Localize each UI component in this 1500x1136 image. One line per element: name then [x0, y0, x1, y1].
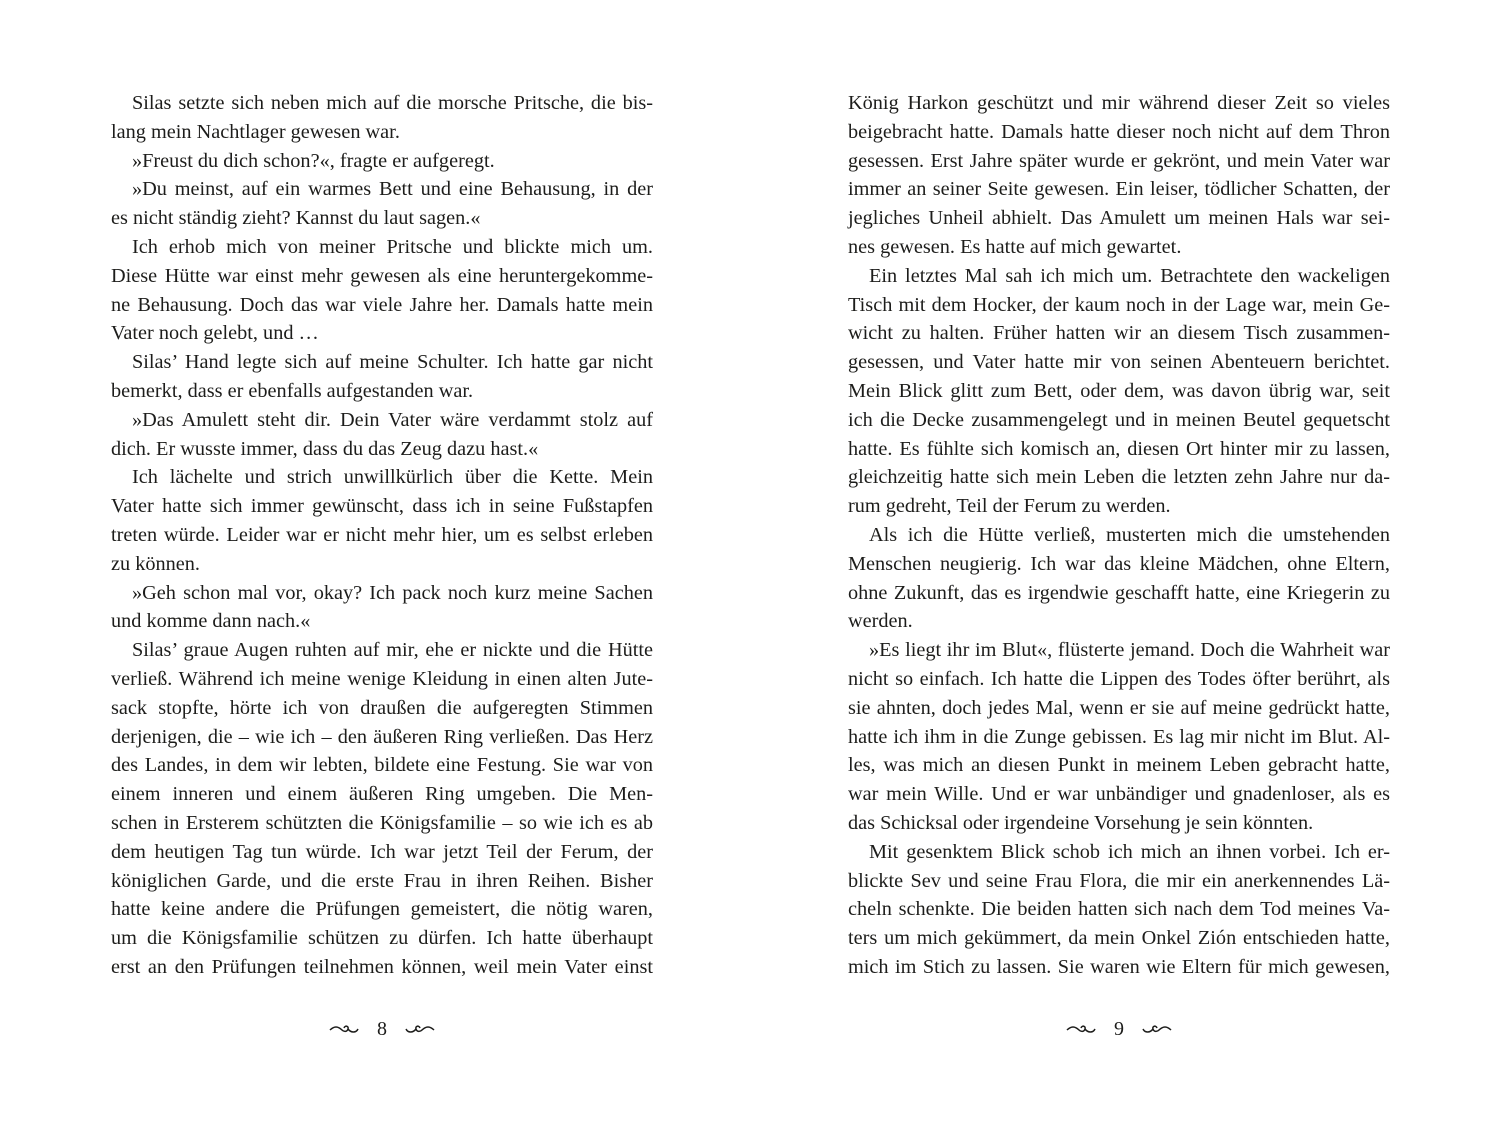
text-line-content: gesessen. Erst Jahre später wurde er gekrönt, und mein Vater war	[848, 149, 1390, 172]
text-line	[848, 262, 1390, 291]
text-line	[111, 118, 653, 147]
text-line	[848, 809, 1390, 838]
text-line-content: »Freust du dich schon?«, fragte er aufgeregt.	[132, 149, 495, 172]
text-line	[111, 291, 653, 320]
text-line-content: des Landes, in dem wir lebten, bildete eine Festung. Sie war von	[111, 754, 653, 777]
text-line-content: Tisch mit dem Hocker, der kaum noch in der Lage war, mein Ge-	[848, 293, 1390, 316]
text-line	[848, 463, 1390, 492]
text-line	[111, 175, 653, 204]
text-line-content: hatte keine andere die Prüfungen gemeistert, die nötig waren,	[111, 898, 653, 921]
text-line	[111, 665, 653, 694]
text-line-content: sack stopfte, hörte ich von draußen die aufgeregten Stimmen	[111, 696, 653, 719]
page-number: 8	[377, 1017, 387, 1040]
text-line-content: ohne Zukunft, das es irgendwie geschafft hatte, eine Kriegerin zu	[848, 581, 1390, 604]
text-line-content: Silas’ Hand legte sich auf meine Schulter. Ich hatte gar nicht	[132, 351, 653, 374]
text-line	[848, 838, 1390, 867]
text-line	[111, 867, 653, 896]
text-line-content: um die Königsfamilie schützen zu dürfen. Ich hatte überhaupt	[111, 927, 653, 950]
text-line-content: lang mein Nachtlager gewesen war.	[111, 120, 400, 143]
text-line	[848, 780, 1390, 809]
text-line-content: gleichzeitig hatte sich mein Leben die letzten zehn Jahre nur da-	[848, 466, 1390, 489]
text-line	[848, 579, 1390, 608]
text-line-content: nes gewesen. Es hatte auf mich gewartet.	[848, 235, 1182, 258]
text-line-content: treten würde. Leider war er nicht mehr hier, um es selbst erleben	[111, 523, 653, 546]
text-line	[848, 118, 1390, 147]
text-line	[848, 319, 1390, 348]
text-line	[848, 924, 1390, 953]
text-line-content: Ich erhob mich von meiner Pritsche und blickte mich um.	[132, 235, 653, 258]
text-line	[111, 233, 653, 262]
text-line-content: Menschen neugierig. Ich war das kleine Mädchen, ohne Eltern,	[848, 552, 1390, 575]
text-line-content: dem heutigen Tag tun würde. Ich war jetzt Teil der Ferum, der	[111, 840, 653, 863]
text-line-content: beigebracht hatte. Damals hatte dieser noch nicht auf dem Thron	[848, 120, 1390, 143]
text-line-content: verließ. Während ich meine wenige Kleidung in einen alten Jute-	[111, 667, 653, 690]
text-line-content: zu können.	[111, 552, 200, 575]
text-line	[111, 751, 653, 780]
text-line-content: dich. Er wusste immer, dass du das Zeug dazu hast.«	[111, 437, 539, 460]
text-line-content: Vater hatte sich immer gewünscht, dass ich in seine Fußstapfen	[111, 495, 653, 518]
text-line-content: immer an seiner Seite gewesen. Ein leiser, tödlicher Schatten, der	[848, 178, 1390, 201]
text-line-content: »Du meinst, auf ein warmes Bett und eine Behausung, in der	[132, 178, 653, 201]
page-number: 9	[1114, 1017, 1124, 1040]
text-line-content: »Das Amulett steht dir. Dein Vater wäre verdammt stolz auf	[132, 408, 653, 431]
text-line	[848, 291, 1390, 320]
right-page-text	[848, 89, 1390, 982]
text-line	[111, 924, 653, 953]
text-line-content: »Es liegt ihr im Blut«, flüsterte jemand. Doch die Wahrheit war	[869, 639, 1390, 662]
text-line-content: hatte. Es fühlte sich komisch an, diesen Ort hinter mir zu lassen,	[848, 437, 1390, 460]
text-line	[848, 233, 1390, 262]
text-line	[111, 723, 653, 752]
text-line	[848, 435, 1390, 464]
text-line	[848, 377, 1390, 406]
text-line-content: wicht zu halten. Früher hatten wir an diesem Tisch zusammen-	[848, 322, 1390, 345]
text-line-content: blickte Sev und seine Frau Flora, die mir ein anerkennendes Lä-	[848, 869, 1390, 892]
text-line	[848, 492, 1390, 521]
text-line	[111, 204, 653, 233]
text-line	[111, 348, 653, 377]
text-line-content: nicht so einfach. Ich hatte die Lippen des Todes öfter berührt, als	[848, 667, 1390, 690]
text-line-content: sie ahnten, doch jedes Mal, wenn er sie auf meine gedrückt hatte,	[848, 696, 1390, 719]
text-line-content: ich die Decke zusammengelegt und in meinen Beutel gequetscht	[848, 408, 1390, 431]
text-line	[111, 579, 653, 608]
text-line-content: derjenigen, die – wie ich – den äußeren Ring verließen. Das Herz	[111, 725, 653, 748]
text-line	[848, 751, 1390, 780]
text-line-content: mich im Stich zu lassen. Sie waren wie Eltern für mich gewesen,	[848, 955, 1390, 978]
text-line-content: ne Behausung. Doch das war viele Jahre her. Damals hatte mein	[111, 293, 653, 316]
text-line	[111, 377, 653, 406]
text-line	[111, 262, 653, 291]
text-line-content: gesessen, und Vater hatte mir von seinen Abenteuern berichtet.	[848, 351, 1390, 374]
text-line-content: bemerkt, dass er ebenfalls aufgestanden war.	[111, 379, 474, 402]
text-line	[111, 319, 653, 348]
text-line-content: Mit gesenktem Blick schob ich mich an ihnen vorbei. Ich er-	[869, 840, 1390, 863]
text-line-content: König Harkon geschützt und mir während dieser Zeit so vieles	[848, 92, 1390, 114]
text-line	[848, 406, 1390, 435]
text-line	[848, 723, 1390, 752]
text-line-content: ters um mich gekümmert, da mein Onkel Zión entschieden hatte,	[848, 927, 1390, 950]
text-line-content: es nicht ständig zieht? Kannst du laut sagen.«	[111, 207, 481, 230]
text-line	[848, 550, 1390, 579]
text-line	[111, 809, 653, 838]
text-line-content: hatte ich ihm in die Zunge gebissen. Es lag mir nicht im Blut. Al-	[848, 725, 1390, 748]
text-line	[111, 89, 653, 118]
text-line	[111, 636, 653, 665]
text-line	[848, 694, 1390, 723]
text-line-content: und komme dann nach.«	[111, 610, 311, 633]
text-line-content: Vater noch gelebt, und …	[111, 322, 319, 345]
text-line	[848, 607, 1390, 636]
text-line-content: einem inneren und einem äußeren Ring umgeben. Die Men-	[111, 783, 653, 806]
text-line-content: Silas’ graue Augen ruhten auf mir, ehe er nickte und die Hütte	[132, 639, 653, 662]
text-line-content: werden.	[848, 610, 913, 633]
text-line-content: Ein letztes Mal sah ich mich um. Betrachtete den wackeligen	[869, 264, 1390, 287]
left-flourish-ornament-icon	[1066, 1021, 1096, 1037]
text-line-content: schen in Ersterem schützten die Königsfamilie – so wie ich es ab	[111, 811, 653, 834]
text-line-content: cheln schenkte. Die beiden hatten sich nach dem Tod meines Va-	[848, 898, 1390, 921]
left-page-folio	[111, 1014, 653, 1044]
text-line	[848, 204, 1390, 233]
text-line	[111, 607, 653, 636]
text-line-content: »Geh schon mal vor, okay? Ich pack noch kurz meine Sachen	[132, 581, 653, 604]
text-line-content: erst an den Prüfungen teilnehmen können, weil mein Vater einst	[111, 955, 653, 978]
text-line	[848, 867, 1390, 896]
text-line-content: Silas setzte sich neben mich auf die morsche Pritsche, die bis-	[132, 92, 653, 114]
text-line	[848, 348, 1390, 377]
right-flourish-ornament-icon	[405, 1021, 435, 1037]
text-line-content: das Schicksal oder irgendeine Vorsehung je sein könnten.	[848, 811, 1314, 834]
text-line	[848, 147, 1390, 176]
text-line-content: Mein Blick glitt zum Bett, oder dem, was davon übrig war, seit	[848, 379, 1390, 402]
text-line	[848, 521, 1390, 550]
text-line	[848, 895, 1390, 924]
text-line	[848, 665, 1390, 694]
text-line-content: Als ich die Hütte verließ, musterten mich die umstehenden	[869, 523, 1390, 546]
text-line	[111, 895, 653, 924]
text-line	[111, 953, 653, 982]
right-page-folio	[848, 1014, 1390, 1044]
text-line-content: jegliches Unheil abhielt. Das Amulett um meinen Hals war sei-	[848, 207, 1390, 230]
left-page-text	[111, 89, 653, 982]
text-line	[111, 406, 653, 435]
text-line	[848, 953, 1390, 982]
text-line	[111, 492, 653, 521]
text-line	[111, 780, 653, 809]
right-page	[848, 0, 1390, 1136]
text-line-content: rum gedreht, Teil der Ferum zu werden.	[848, 495, 1171, 518]
text-line	[111, 435, 653, 464]
text-line	[111, 463, 653, 492]
text-line	[111, 147, 653, 176]
text-line-content: Ich lächelte und strich unwillkürlich über die Kette. Mein	[132, 466, 653, 489]
text-line	[111, 550, 653, 579]
text-line-content: Diese Hütte war einst mehr gewesen als eine heruntergekomme-	[111, 264, 653, 287]
text-line	[111, 521, 653, 550]
text-line	[111, 838, 653, 867]
left-page	[111, 0, 653, 1136]
text-line	[848, 89, 1390, 118]
text-line	[848, 175, 1390, 204]
text-line-content: les, was mich an diesen Punkt in meinem Leben gebracht hatte,	[848, 754, 1390, 777]
text-line-content: königlichen Garde, und die erste Frau in ihren Reihen. Bisher	[111, 869, 653, 892]
text-line-content: war mein Wille. Und er war unbändiger und gnadenloser, als es	[848, 783, 1390, 806]
right-flourish-ornament-icon	[1142, 1021, 1172, 1037]
text-line	[111, 694, 653, 723]
text-line	[848, 636, 1390, 665]
left-flourish-ornament-icon	[329, 1021, 359, 1037]
